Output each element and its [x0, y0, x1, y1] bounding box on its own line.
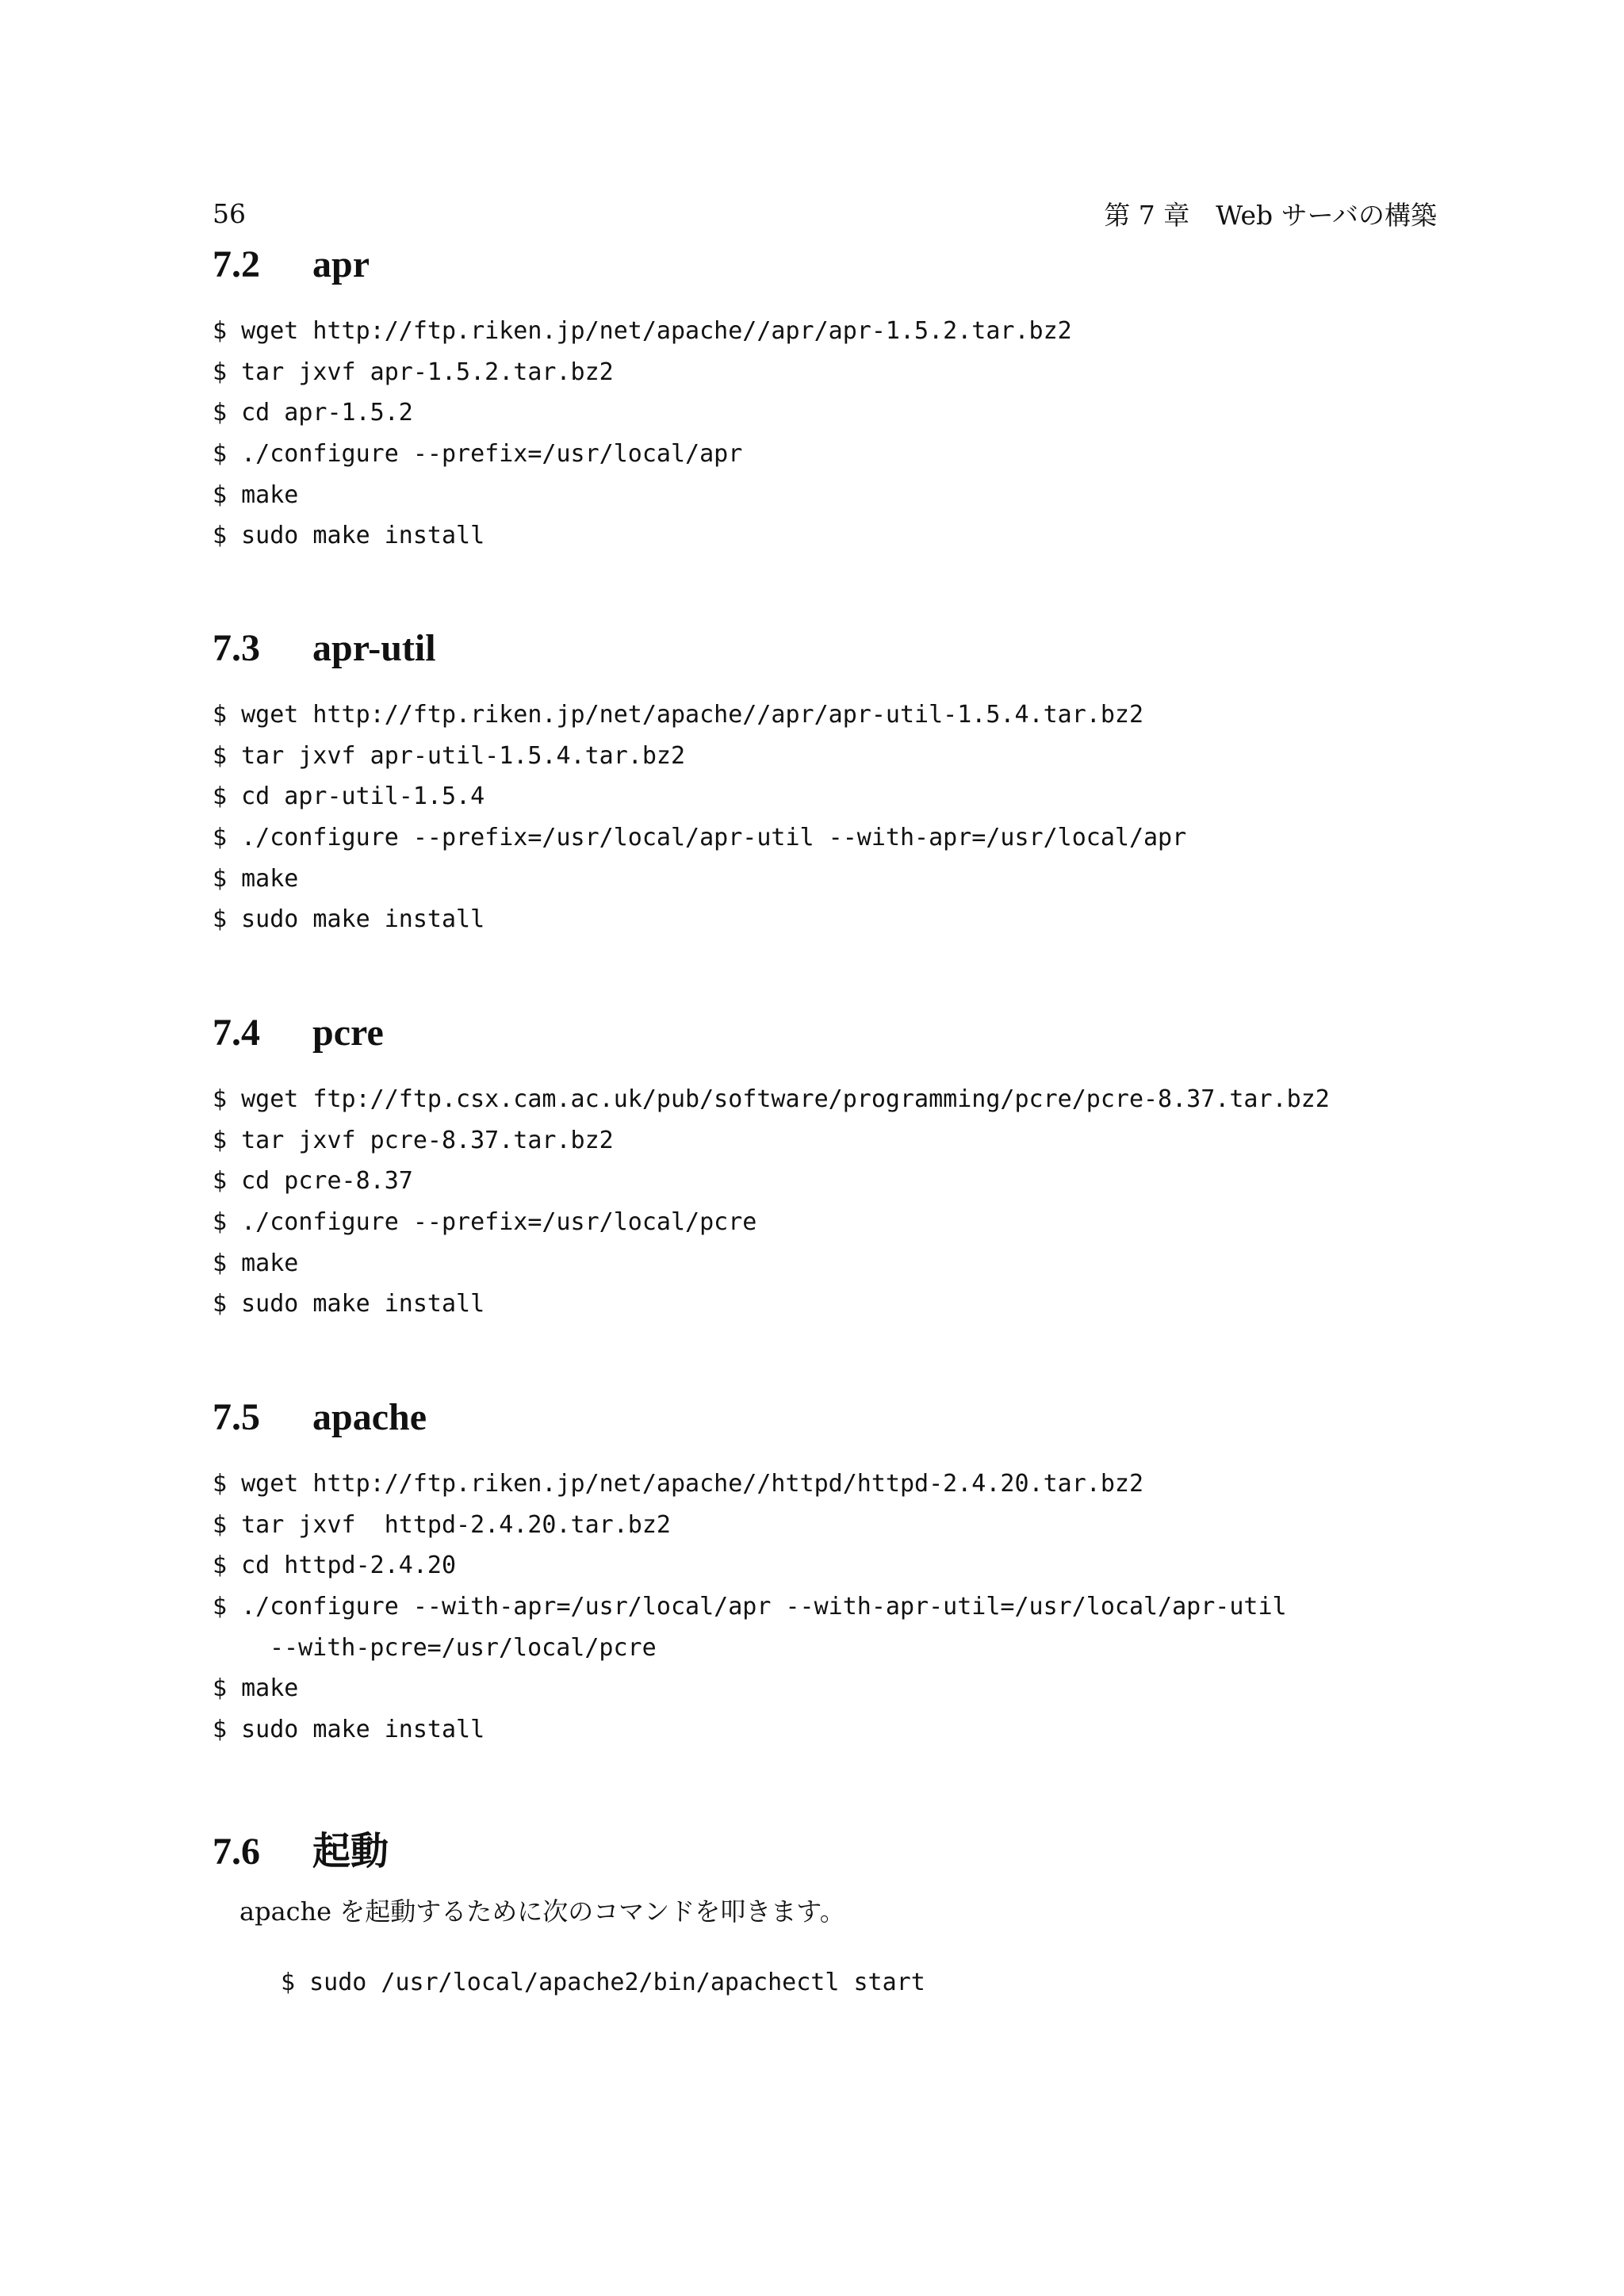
code-line: $ wget http://ftp.riken.jp/net/apache//httpd/httpd-2.4.20.tar.bz2	[213, 1470, 1143, 1498]
section-title: apache	[312, 1396, 427, 1438]
code-line: $ tar jxvf pcre-8.37.tar.bz2	[213, 1126, 614, 1154]
page-number: 56	[213, 197, 246, 229]
code-block	[213, 695, 1450, 940]
code-line: $ make	[213, 864, 299, 893]
code-line: $ ./configure --prefix=/usr/local/apr-util --with-apr=/usr/local/apr	[213, 824, 1187, 852]
code-line: $ tar jxvf apr-util-1.5.4.tar.bz2	[213, 741, 686, 770]
code-line: $ sudo make install	[213, 522, 485, 550]
section-title: 起動	[312, 1831, 389, 1873]
code-block	[213, 1079, 1450, 1325]
section-apr	[213, 243, 1450, 557]
code-line: $ cd apr-util-1.5.4	[213, 783, 485, 811]
section-title: apr	[312, 243, 370, 285]
command-line: $ sudo /usr/local/apache2/bin/apachectl start	[281, 1969, 925, 1996]
code-line: $ wget http://ftp.riken.jp/net/apache//apr/apr-1.5.2.tar.bz2	[213, 317, 1072, 345]
code-line: $ sudo make install	[213, 1716, 485, 1744]
section-title: pcre	[312, 1012, 384, 1054]
section-pcre	[213, 1011, 1450, 1325]
code-line: $ cd httpd-2.4.20	[213, 1552, 457, 1580]
code-block	[213, 311, 1450, 557]
section-number: 7.6	[213, 1831, 260, 1873]
code-line: $ sudo make install	[213, 905, 485, 934]
code-line: $ ./configure --with-apr=/usr/local/apr --with-apr-util=/usr/local/apr-util	[213, 1593, 1287, 1621]
code-line: $ tar jxvf httpd-2.4.20.tar.bz2	[213, 1510, 671, 1539]
section-number: 7.2	[213, 243, 260, 285]
running-header	[213, 193, 1437, 233]
section-heading	[213, 243, 1450, 290]
section-apache	[213, 1395, 1450, 1751]
code-line: $ wget http://ftp.riken.jp/net/apache//apr/apr-util-1.5.4.tar.bz2	[213, 701, 1143, 729]
code-line: $ wget ftp://ftp.csx.cam.ac.uk/pub/software/programming/pcre/pcre-8.37.tar.bz2	[213, 1085, 1330, 1113]
section-heading	[213, 1820, 1450, 1873]
code-line-continuation: --with-pcre=/usr/local/pcre	[270, 1633, 657, 1662]
section-title: apr-util	[312, 627, 436, 669]
section-heading	[213, 1395, 1450, 1443]
code-line: $ tar jxvf apr-1.5.2.tar.bz2	[213, 358, 614, 386]
section-heading	[213, 1011, 1450, 1058]
code-block	[213, 1464, 1450, 1751]
code-line: $ make	[213, 1674, 299, 1703]
code-line: $ ./configure --prefix=/usr/local/pcre	[213, 1208, 757, 1237]
code-line: $ ./configure --prefix=/usr/local/apr	[213, 440, 743, 469]
code-line: $ make	[213, 1249, 299, 1277]
section-number: 7.5	[213, 1396, 260, 1438]
section-heading	[213, 626, 1450, 674]
code-line: $ cd pcre-8.37	[213, 1167, 413, 1196]
code-line: $ make	[213, 480, 299, 509]
body-paragraph: apache を起動するために次のコマンドを叩きます。	[239, 1896, 845, 1927]
section-apr-util	[213, 626, 1450, 940]
chapter-title: 第 7 章 Web サーバの構築	[1104, 199, 1437, 231]
section-number: 7.3	[213, 627, 260, 669]
code-line: $ cd apr-1.5.2	[213, 399, 413, 427]
section-number: 7.4	[213, 1012, 260, 1054]
section-startup	[213, 1820, 1450, 2003]
code-line: $ sudo make install	[213, 1290, 485, 1318]
